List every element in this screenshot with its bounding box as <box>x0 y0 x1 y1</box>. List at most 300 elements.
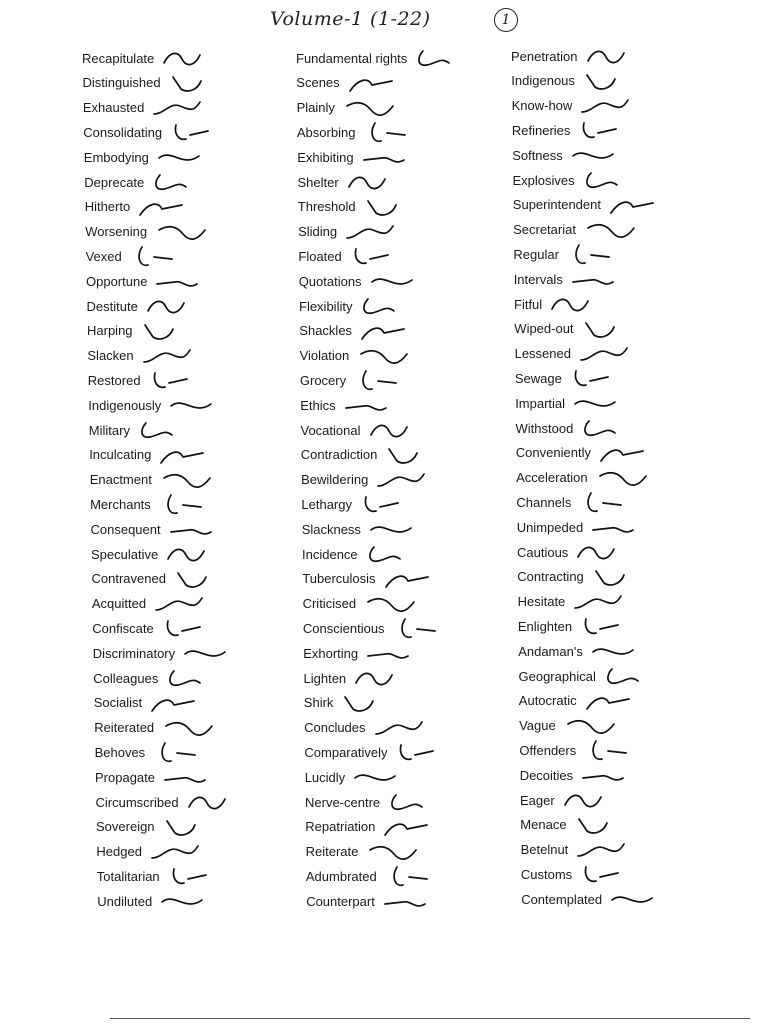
entry-word: Impartial <box>515 395 566 411</box>
entry-word: Threshold <box>297 199 356 215</box>
entry-word: Nerve-centre <box>305 794 381 810</box>
list-item <box>514 267 625 292</box>
shorthand-outline-75-icon <box>569 144 625 168</box>
entry-word: Colleagues <box>93 670 159 686</box>
entry-word: Socialist <box>93 695 143 711</box>
list-item <box>302 567 437 592</box>
shorthand-outline-6-icon <box>150 171 206 195</box>
entry-word: Lethargy <box>301 496 352 512</box>
shorthand-outline-47-icon <box>358 319 414 343</box>
list-item <box>301 418 423 443</box>
shorthand-outline-35-icon <box>158 890 214 914</box>
shorthand-outline-82-icon <box>580 317 636 341</box>
shorthand-outline-45-icon <box>368 270 424 294</box>
shorthand-outline-97-icon <box>583 689 639 713</box>
list-item <box>297 96 397 121</box>
entry-word: Geographical <box>518 668 596 684</box>
list-item <box>303 616 447 641</box>
entry-word: Secretariat <box>513 222 576 238</box>
list-item <box>84 145 211 170</box>
list-item <box>519 714 618 739</box>
shorthand-outline-67-icon <box>381 815 437 839</box>
entry-word: Fundamental rights <box>296 50 408 66</box>
list-item <box>513 242 621 267</box>
shorthand-outline-41-icon <box>345 171 401 195</box>
shorthand-outline-98-icon <box>562 714 618 738</box>
shorthand-outline-80-icon <box>569 268 625 292</box>
list-item <box>84 170 206 195</box>
list-item <box>520 763 635 788</box>
list-item <box>90 468 214 493</box>
shorthand-outline-50-icon <box>342 394 398 418</box>
entry-word: Acquitted <box>91 596 147 612</box>
list-item <box>96 815 217 840</box>
list-item <box>511 44 640 69</box>
entry-word: Behoves <box>94 744 146 760</box>
entry-word: Harping <box>87 323 133 339</box>
list-item <box>512 143 625 168</box>
list-item <box>306 840 421 865</box>
shorthand-outline-3-icon <box>150 96 206 120</box>
list-item <box>94 691 204 716</box>
entry-word: Quotations <box>298 273 362 289</box>
entry-word: Eager <box>520 792 555 808</box>
list-item <box>91 517 223 542</box>
list-item <box>304 666 409 691</box>
list-item <box>85 195 193 220</box>
entry-word: Criticised <box>302 596 357 612</box>
entry-word: Hedged <box>96 844 142 860</box>
entry-word: Floated <box>298 248 342 264</box>
entry-word: Scenes <box>296 75 340 91</box>
list-item <box>86 269 209 294</box>
shorthand-outline-94-icon <box>578 615 634 639</box>
entry-word: Regular <box>513 246 559 262</box>
shorthand-outline-95-icon <box>589 640 645 664</box>
entry-word: Discriminatory <box>92 645 176 661</box>
shorthand-outline-30-icon <box>161 766 217 790</box>
shorthand-outline-100-icon <box>579 764 635 788</box>
shorthand-outline-17-icon <box>157 443 213 467</box>
list-item <box>93 666 220 691</box>
entry-word: Hitherto <box>84 199 131 215</box>
entry-word: Penetration <box>511 48 578 64</box>
shorthand-outline-65-icon <box>351 766 407 790</box>
shorthand-outline-81-icon <box>548 293 604 317</box>
shorthand-outline-19-icon <box>157 493 213 517</box>
page-number-circle: 1 <box>494 8 518 32</box>
shorthand-outline-104-icon <box>578 863 634 887</box>
shorthand-outline-86-icon <box>579 417 635 441</box>
entry-word: Andaman's <box>518 643 583 659</box>
shorthand-outline-70-icon <box>381 890 437 914</box>
entry-word: Confiscate <box>92 620 154 636</box>
shorthand-outline-27-icon <box>148 691 204 715</box>
entry-word: Adumbrated <box>305 868 377 884</box>
shorthand-outline-84-icon <box>568 367 624 391</box>
list-item <box>95 740 208 765</box>
shorthand-outline-59-icon <box>391 617 447 641</box>
list-item <box>521 887 664 912</box>
list-item <box>303 592 418 617</box>
list-item <box>298 244 403 269</box>
list-item <box>83 96 206 121</box>
shorthand-outline-13-icon <box>140 344 196 368</box>
shorthand-outline-2-icon <box>167 71 223 95</box>
entry-word: Fitful <box>514 296 543 312</box>
list-item <box>97 864 222 889</box>
shorthand-outline-93-icon <box>571 590 627 614</box>
list-item <box>302 542 420 567</box>
entry-word: Military <box>88 422 130 438</box>
shorthand-outline-23-icon <box>152 592 208 616</box>
shorthand-outline-85-icon <box>571 392 627 416</box>
shorthand-outline-96-icon <box>602 665 658 689</box>
list-item <box>298 220 399 245</box>
shorthand-outline-60-icon <box>364 642 420 666</box>
list-item <box>518 590 628 615</box>
page-title: Volume-1 (1-22) <box>270 8 431 30</box>
entry-word: Vexed <box>85 248 122 264</box>
list-item <box>300 344 412 369</box>
entry-word: Conscientious <box>302 620 385 636</box>
entry-word: Consolidating <box>83 124 163 140</box>
list-item <box>513 218 638 243</box>
list-item <box>87 294 200 319</box>
scan-edge-line <box>110 1018 750 1019</box>
entry-word: Lessened <box>514 346 571 362</box>
shorthand-outline-11-icon <box>144 295 200 319</box>
list-item <box>306 889 437 914</box>
list-item <box>515 391 627 416</box>
entry-word: Merchants <box>90 496 151 512</box>
shorthand-outline-55-icon <box>367 518 423 542</box>
list-item <box>512 94 635 119</box>
list-item <box>297 120 418 145</box>
list-item <box>519 664 658 689</box>
shorthand-outline-9-icon <box>128 245 184 269</box>
list-item <box>299 269 424 294</box>
entry-word: Intervals <box>513 271 563 287</box>
shorthand-outline-16-icon <box>136 419 192 443</box>
list-item <box>303 641 420 666</box>
entry-word: Shackles <box>299 323 353 339</box>
shorthand-outline-26-icon <box>164 667 220 691</box>
list-item <box>95 765 217 790</box>
list-item <box>96 840 204 865</box>
list-item <box>92 592 208 617</box>
list-item <box>92 567 228 592</box>
entry-word: Sliding <box>298 224 338 240</box>
list-item <box>305 790 442 815</box>
shorthand-outline-87-icon <box>597 441 653 465</box>
shorthand-outline-39-icon <box>361 121 417 145</box>
shorthand-outline-92-icon <box>590 565 646 589</box>
shorthand-outline-73-icon <box>578 94 634 118</box>
shorthand-outline-103-icon <box>574 838 630 862</box>
entry-word: Enactment <box>89 472 152 488</box>
list-item <box>86 244 184 269</box>
shorthand-outline-72-icon <box>581 69 637 93</box>
list-item <box>298 195 418 220</box>
shorthand-outline-49-icon <box>352 369 408 393</box>
entry-word: Recapitulate <box>82 50 155 66</box>
entry-word: Distinguished <box>82 75 161 91</box>
list-item <box>91 542 220 567</box>
shorthand-outline-57-icon <box>382 567 438 591</box>
entry-word: Shelter <box>297 174 339 190</box>
entry-word: Counterpart <box>306 893 375 909</box>
list-item <box>518 639 645 664</box>
entry-word: Refineries <box>511 122 571 138</box>
list-item <box>296 46 469 71</box>
shorthand-outline-20-icon <box>167 518 223 542</box>
list-item <box>94 716 216 741</box>
entry-word: Vague <box>519 718 556 734</box>
shorthand-outline-62-icon <box>339 691 395 715</box>
entry-word: Lighten <box>303 670 347 686</box>
list-item <box>304 740 449 765</box>
list-item <box>517 540 630 565</box>
shorthand-outline-37-icon <box>346 71 402 95</box>
shorthand-outline-54-icon <box>358 493 414 517</box>
list-item <box>299 294 414 319</box>
entry-word: Slacken <box>87 348 134 364</box>
list-item <box>304 716 427 741</box>
list-item <box>83 71 223 96</box>
entry-word: Decoities <box>519 767 574 783</box>
shorthand-outline-5-icon <box>155 146 211 170</box>
shorthand-outline-25-icon <box>181 642 237 666</box>
list-item <box>520 813 628 838</box>
shorthand-outline-76-icon <box>581 169 637 193</box>
list-item <box>521 838 631 863</box>
entry-word: Inculcating <box>89 447 152 463</box>
list-item <box>298 170 401 195</box>
entry-word: Circumscribed <box>95 794 179 810</box>
shorthand-outline-74-icon <box>576 119 632 143</box>
list-item <box>513 168 637 193</box>
entry-word: Superintendent <box>512 197 601 213</box>
list-item <box>85 220 209 245</box>
shorthand-outline-28-icon <box>160 716 216 740</box>
shorthand-outline-77-icon <box>607 193 663 217</box>
shorthand-outline-21-icon <box>164 543 220 567</box>
shorthand-outline-101-icon <box>561 789 617 813</box>
list-item <box>300 393 397 418</box>
entry-word: Worsening <box>85 224 148 240</box>
entry-word: Bewildering <box>301 472 369 488</box>
entry-word: Shirk <box>303 695 334 711</box>
entry-word: Vocational <box>300 422 361 438</box>
entry-word: Incidence <box>302 546 358 562</box>
shorthand-outline-71-icon <box>584 45 640 69</box>
list-item <box>305 765 407 790</box>
list-item <box>83 120 224 145</box>
list-item <box>519 738 638 763</box>
shorthand-outline-102-icon <box>573 813 629 837</box>
shorthand-outline-88-icon <box>594 466 650 490</box>
list-item <box>90 492 213 517</box>
entry-word: Contravened <box>91 571 166 587</box>
shorthand-outline-12-icon <box>139 319 195 343</box>
shorthand-outline-105-icon <box>608 888 664 912</box>
list-item <box>521 862 634 887</box>
shorthand-outline-1-icon <box>160 47 216 71</box>
shorthand-outline-18-icon <box>158 468 214 492</box>
entry-word: Contradiction <box>300 447 378 463</box>
list-item <box>517 565 645 590</box>
shorthand-outline-31-icon <box>185 791 241 815</box>
shorthand-outline-48-icon <box>355 344 411 368</box>
shorthand-outline-58-icon <box>362 592 418 616</box>
entry-word: Embodying <box>83 149 149 165</box>
list-item <box>301 492 414 517</box>
list-item <box>88 368 203 393</box>
entry-word: Unimpeded <box>516 519 584 535</box>
entry-word: Undiluted <box>97 893 153 909</box>
list-item <box>305 815 437 840</box>
entry-word: Menace <box>520 817 567 833</box>
shorthand-outline-40-icon <box>360 146 416 170</box>
list-item <box>514 292 604 317</box>
entry-word: Lucidly <box>304 769 346 785</box>
shorthand-outline-24-icon <box>160 617 216 641</box>
entry-word: Repatriation <box>305 819 376 835</box>
shorthand-outline-83-icon <box>577 342 633 366</box>
entry-word: Ethics <box>300 397 336 413</box>
list-item <box>97 889 214 914</box>
entry-word: Concludes <box>304 720 366 736</box>
list-item <box>517 515 646 540</box>
list-item <box>516 466 650 491</box>
list-item <box>512 118 633 143</box>
entry-word: Customs <box>520 866 573 882</box>
list-item <box>93 641 237 666</box>
list-item <box>87 319 195 344</box>
shorthand-outline-15-icon <box>167 394 223 418</box>
shorthand-outline-56-icon <box>364 543 420 567</box>
entry-word: Exhorting <box>303 645 359 661</box>
entry-word: Withstood <box>515 420 574 436</box>
entry-word: Contemplated <box>521 891 603 907</box>
entry-word: Exhausted <box>82 100 145 116</box>
entry-word: Softness <box>512 147 563 163</box>
entry-word: Propagate <box>95 769 155 785</box>
list-item <box>515 342 633 367</box>
shorthand-outline-79-icon <box>565 243 621 267</box>
entry-word: Consequent <box>90 521 161 537</box>
list-item <box>82 46 216 71</box>
entry-word: Channels <box>516 494 572 510</box>
entry-word: Indigenously <box>88 397 162 413</box>
list-item <box>301 468 430 493</box>
shorthand-outline-42-icon <box>362 195 418 219</box>
entry-word: Enlighten <box>517 618 573 634</box>
shorthand-outline-44-icon <box>348 245 404 269</box>
list-item <box>296 71 401 96</box>
shorthand-outline-51-icon <box>367 419 423 443</box>
entry-word: Offenders <box>519 742 577 758</box>
shorthand-outline-63-icon <box>372 716 428 740</box>
entry-word: Violation <box>299 348 350 364</box>
shorthand-outline-52-icon <box>383 443 439 467</box>
shorthand-outline-34-icon <box>166 865 222 889</box>
entry-word: Plainly <box>296 100 335 116</box>
entry-word: Tuberculosis <box>302 571 376 587</box>
list-item <box>87 344 195 369</box>
shorthand-outline-64-icon <box>393 741 449 765</box>
shorthand-outline-14-icon <box>147 369 203 393</box>
shorthand-outline-66-icon <box>386 791 442 815</box>
list-item <box>89 443 213 468</box>
entry-word: Absorbing <box>296 124 356 140</box>
entry-word: Cautious <box>517 544 569 560</box>
entry-word: Acceleration <box>516 470 588 486</box>
entry-word: Comparatively <box>304 744 388 760</box>
shorthand-outline-22-icon <box>172 567 228 591</box>
shorthand-outline-61-icon <box>352 667 408 691</box>
list-item <box>515 366 624 391</box>
entry-word: Speculative <box>91 546 159 562</box>
entry-word: Indigenous <box>511 73 575 89</box>
entry-word: Flexibility <box>299 298 353 314</box>
entry-word: Slackness <box>301 521 361 537</box>
list-item <box>301 443 440 468</box>
shorthand-outline-78-icon <box>582 218 638 242</box>
entry-word: Sewage <box>514 370 562 386</box>
list-item <box>304 691 396 716</box>
shorthand-outline-8-icon <box>153 220 209 244</box>
list-item <box>89 418 192 443</box>
shorthand-outline-7-icon <box>136 195 192 219</box>
shorthand-outline-46-icon <box>358 295 414 319</box>
shorthand-outline-68-icon <box>364 840 420 864</box>
shorthand-outline-29-icon <box>151 741 207 765</box>
list-item <box>514 317 635 342</box>
shorthand-outline-36-icon <box>413 47 469 71</box>
shorthand-outline-32-icon <box>161 815 217 839</box>
shorthand-outline-4-icon <box>168 121 224 145</box>
shorthand-outline-91-icon <box>574 541 630 565</box>
entry-word: Betelnut <box>520 842 569 858</box>
list-item <box>516 490 633 515</box>
list-item <box>511 69 637 94</box>
entry-word: Hesitate <box>517 594 566 610</box>
shorthand-outline-89-icon <box>577 491 633 515</box>
entry-word: Sovereign <box>96 819 155 835</box>
list-item <box>300 368 408 393</box>
list-item <box>516 441 653 466</box>
entry-word: Contracting <box>517 569 584 585</box>
list-item <box>516 416 636 441</box>
entry-word: Know-how <box>511 98 573 114</box>
entry-word: Totalitarian <box>96 868 160 884</box>
entry-word: Explosives <box>512 172 575 188</box>
entry-word: Wiped-out <box>514 321 574 337</box>
list-item <box>96 790 241 815</box>
entry-word: Restored <box>87 372 141 388</box>
shorthand-outline-99-icon <box>582 739 638 763</box>
list-item <box>299 319 414 344</box>
list-item <box>518 614 634 639</box>
list-item <box>302 517 423 542</box>
entry-word: Reiterated <box>94 720 155 736</box>
list-item <box>306 864 439 889</box>
list-item <box>88 393 223 418</box>
entry-word: Reiterate <box>305 844 359 860</box>
list-item <box>92 616 215 641</box>
